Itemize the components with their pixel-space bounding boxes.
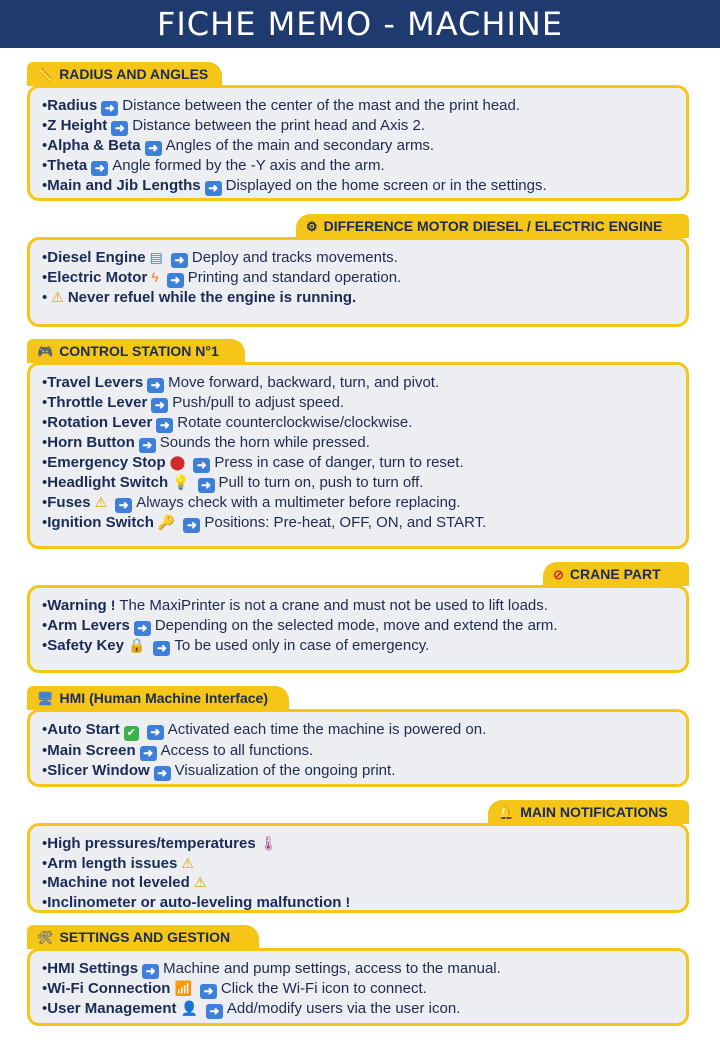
section-tab-main-notifications	[488, 800, 689, 824]
key-icon: 🔑	[157, 514, 176, 530]
item-term: Arm Levers	[47, 616, 130, 634]
warning-icon: ⚠	[181, 854, 194, 871]
list-item: •Main Screen ➜ Access to all functions.	[42, 742, 314, 760]
item-term: Warning	[47, 597, 107, 614]
list-item: •Theta ➜ Angle formed by the -Y axis and the arm.	[42, 157, 385, 175]
list-item: •HMI Settings ➜ Machine and pump settings, access to the manual.	[42, 960, 501, 978]
list-item: •Electric Motor ϟ ➜ Printing and standard operation.	[42, 269, 402, 287]
section-box-main-notifications	[27, 823, 689, 913]
item-term: User Management	[47, 1000, 177, 1017]
item-term: Headlight Switch	[47, 474, 169, 491]
list-item: •Ignition Switch 🔑 ➜ Positions: Pre-heat, OFF, ON, and START.	[42, 514, 487, 532]
item-desc: Machine and pump settings, access to the manual.	[163, 960, 501, 977]
prohibited-icon: ⊘	[553, 567, 564, 582]
right-arrow-icon: ➜	[111, 121, 128, 136]
list-item: •Alpha & Beta ➜ Angles of the main and secondary arms.	[42, 137, 435, 155]
item-term: Alpha & Beta	[47, 137, 141, 154]
item-desc: The MaxiPrinter is not a crane and must not be used to lift loads.	[119, 597, 548, 614]
check-icon: ✔	[124, 726, 139, 741]
list-item: • ⚠ Never refuel while the engine is running.	[42, 289, 357, 306]
list-item: •Rotation Lever ➜ Rotate counterclockwise/clockwise.	[42, 414, 413, 432]
item-desc: Visualization of the ongoing print.	[174, 762, 396, 779]
item-desc: Distance between the print head and Axis 2.	[132, 117, 425, 134]
list-item: •Z Height ➜ Distance between the print head and Axis 2.	[42, 117, 425, 135]
item-term: Auto Start	[47, 721, 120, 738]
section-tab-settings-gestion	[27, 925, 259, 949]
thermometer-icon: 🌡	[259, 835, 278, 851]
item-desc: Depending on the selected mode, move and extend the arm.	[154, 616, 558, 634]
section-box-control-station	[27, 362, 689, 549]
right-arrow-icon: ➜	[142, 964, 159, 979]
item-desc: Move forward, backward, turn, and pivot.	[168, 374, 440, 391]
list-item: •Warning ! The MaxiPrinter is not a crane and must not be used to lift loads.	[42, 597, 548, 614]
list-item: •Diesel Engine ▤ ➜ Deploy and tracks movements.	[42, 249, 398, 267]
item-term: Machine not leveled	[47, 874, 190, 891]
monitor-icon: 🖥	[37, 691, 54, 706]
item-desc: Press in case of danger, turn to reset.	[214, 454, 464, 471]
right-arrow-icon: ➜	[115, 498, 132, 513]
item-desc: Always check with a multimeter before replacing.	[136, 494, 461, 511]
item-desc: Access to all functions.	[160, 742, 314, 759]
section-box-motor-difference	[27, 237, 689, 327]
warning-icon: ⚠	[51, 289, 64, 305]
item-desc: Angles of the main and secondary arms.	[165, 137, 435, 154]
right-arrow-icon: ➜	[145, 141, 162, 156]
list-item: •Arm Levers ➜ Depending on the selected mode, move and extend the arm.	[42, 616, 558, 635]
item-term: Theta	[47, 157, 88, 174]
ruler-icon: 📏	[37, 67, 54, 82]
right-arrow-icon: ➜	[101, 101, 118, 116]
list-item: •Headlight Switch 💡 ➜ Pull to turn on, push to turn off.	[42, 474, 424, 492]
item-term: Wi-Fi Connection	[47, 980, 171, 997]
item-term: Main Screen	[47, 742, 136, 759]
list-item: •Radius ➜ Distance between the center of the mast and the print head.	[42, 97, 521, 115]
stop-button-icon: ⬤	[169, 454, 186, 470]
hammer-wrench-icon: 🛠	[37, 930, 54, 945]
item-term: Fuses	[47, 494, 91, 511]
list-item: •High pressures/temperatures 🌡	[42, 835, 278, 852]
right-arrow-icon: ➜	[147, 725, 164, 740]
item-term: Throttle Lever	[47, 394, 148, 411]
item-desc: Angle formed by the -Y axis and the arm.	[112, 157, 385, 174]
right-arrow-icon: ➜	[193, 458, 210, 473]
item-desc: Rotate counterclockwise/clockwise.	[177, 414, 413, 431]
list-item: •Main and Jib Lengths ➜ Displayed on the home screen or in the settings.	[42, 177, 547, 195]
user-icon: 👤	[180, 1000, 198, 1016]
item-term: Diesel Engine	[47, 249, 146, 266]
item-term: HMI Settings	[47, 960, 139, 977]
item-term: High pressures/temperatures	[47, 835, 256, 852]
item-desc: Printing and standard operation.	[187, 269, 402, 286]
item-desc: Displayed on the home screen or in the settings.	[225, 177, 547, 194]
list-item: •Inclinometer or auto-leveling malfunction !	[42, 893, 351, 911]
list-item: •Auto Start ✔ ➜ Activated each time the machine is powered on.	[42, 721, 487, 739]
list-item: •User Management 👤 ➜ Add/modify users via the user icon.	[42, 1000, 461, 1018]
list-item: •Machine not leveled ⚠	[42, 874, 207, 891]
item-term: Emergency Stop	[47, 454, 166, 471]
section-title: DIFFERENCE MOTOR DIESEL / ELECTRIC ENGINE	[323, 218, 663, 234]
item-desc: Click the Wi-Fi icon to connect.	[220, 980, 427, 997]
section-tab-hmi	[27, 686, 289, 710]
section-title: HMI (Human Machine Interface)	[59, 690, 268, 706]
list-item: •Slicer Window ➜ Visualization of the ongoing print.	[42, 762, 396, 780]
item-desc: Pull to turn on, push to turn off.	[218, 474, 424, 491]
list-item: •Horn Button ➜ Sounds the horn while pressed.	[42, 434, 370, 452]
list-item: •Arm length issues ⚠	[42, 854, 194, 872]
item-term: Safety Key	[47, 636, 124, 654]
item-term: Electric Motor	[47, 269, 148, 286]
section-title: RADIUS AND ANGLES	[59, 66, 209, 82]
item-desc: Add/modify users via the user icon.	[226, 1000, 461, 1017]
section-tab-crane-part	[543, 562, 689, 586]
lightning-icon: ϟ	[151, 269, 159, 285]
right-arrow-icon: ➜	[156, 418, 173, 433]
section-title: MAIN NOTIFICATIONS	[520, 804, 668, 820]
right-arrow-icon: ➜	[200, 984, 217, 999]
fuel-icon: ▤	[149, 249, 163, 265]
item-term: Travel Levers	[47, 374, 144, 391]
signal-icon: 📶	[174, 980, 192, 996]
item-desc: To be used only in case of emergency.	[174, 636, 430, 654]
right-arrow-icon: ➜	[140, 746, 157, 761]
section-title: CRANE PART	[569, 566, 661, 582]
item-term: Inclinometer or auto-leveling malfunction	[47, 893, 342, 911]
item-term: Never refuel while the engine is running.	[67, 289, 357, 306]
page-title: FICHE MEMO - MACHINE	[0, 0, 720, 48]
item-desc: Push/pull to adjust speed.	[172, 394, 345, 411]
list-item: •Emergency Stop ⬤ ➜ Press in case of danger, turn to reset.	[42, 454, 464, 472]
right-arrow-icon: ➜	[171, 253, 188, 268]
section-title: SETTINGS AND GESTION	[59, 929, 231, 945]
item-desc: Distance between the center of the mast and the print head.	[122, 97, 521, 114]
section-tab-radius-angles	[27, 62, 222, 86]
warning-icon: ⚠	[94, 494, 108, 510]
right-arrow-icon: ➜	[154, 766, 171, 781]
item-desc: Sounds the horn while pressed.	[159, 434, 370, 451]
right-arrow-icon: ➜	[205, 181, 222, 196]
gear-icon: ⚙	[306, 219, 318, 234]
list-item: •Safety Key 🔒 ➜ To be used only in case of emergency.	[42, 636, 430, 655]
item-term: Z Height	[47, 117, 108, 134]
list-item: •Throttle Lever ➜ Push/pull to adjust speed.	[42, 394, 345, 412]
gamepad-icon: 🎮	[37, 344, 54, 359]
section-box-settings-gestion	[27, 948, 689, 1026]
item-term: Radius	[47, 97, 98, 114]
right-arrow-icon: ➜	[151, 398, 168, 413]
section-tab-control-station	[27, 339, 245, 363]
item-desc: Deploy and tracks movements.	[191, 249, 398, 266]
right-arrow-icon: ➜	[91, 161, 108, 176]
section-tab-motor-difference	[296, 214, 689, 238]
list-item: •Travel Levers ➜ Move forward, backward, turn, and pivot.	[42, 374, 440, 392]
warning-icon: ⚠	[193, 874, 207, 890]
item-term: Slicer Window	[47, 762, 150, 779]
list-item: •Fuses ⚠ ➜ Always check with a multimeter before replacing.	[42, 494, 461, 512]
exclamation-icon: !	[345, 893, 351, 910]
section-box-hmi	[27, 709, 689, 787]
right-arrow-icon: ➜	[183, 518, 200, 533]
right-arrow-icon: ➜	[139, 438, 156, 453]
item-desc: Activated each time the machine is powered on.	[167, 721, 487, 738]
right-arrow-icon: ➜	[134, 621, 151, 636]
list-item: •Wi-Fi Connection 📶 ➜ Click the Wi-Fi icon to connect.	[42, 980, 427, 998]
section-title: CONTROL STATION N°1	[59, 343, 219, 359]
item-term: Ignition Switch	[47, 514, 154, 531]
section-box-crane-part	[27, 585, 689, 673]
lightbulb-icon: 💡	[172, 474, 190, 490]
item-desc: Positions: Pre-heat, OFF, ON, and START.	[204, 514, 487, 531]
item-term: Main and Jib Lengths	[47, 177, 201, 194]
right-arrow-icon: ➜	[198, 478, 215, 493]
right-arrow-icon: ➜	[167, 273, 184, 288]
right-arrow-icon: ➜	[153, 641, 170, 656]
section-box-radius-angles	[27, 85, 689, 201]
bell-icon: 🔔	[498, 805, 515, 820]
exclamation-icon: !	[110, 597, 116, 613]
right-arrow-icon: ➜	[206, 1004, 223, 1019]
lock-icon: 🔒	[127, 636, 146, 653]
item-term: Rotation Lever	[47, 414, 153, 431]
item-term: Horn Button	[47, 434, 135, 451]
right-arrow-icon: ➜	[147, 378, 164, 393]
item-term: Arm length issues	[47, 854, 178, 872]
